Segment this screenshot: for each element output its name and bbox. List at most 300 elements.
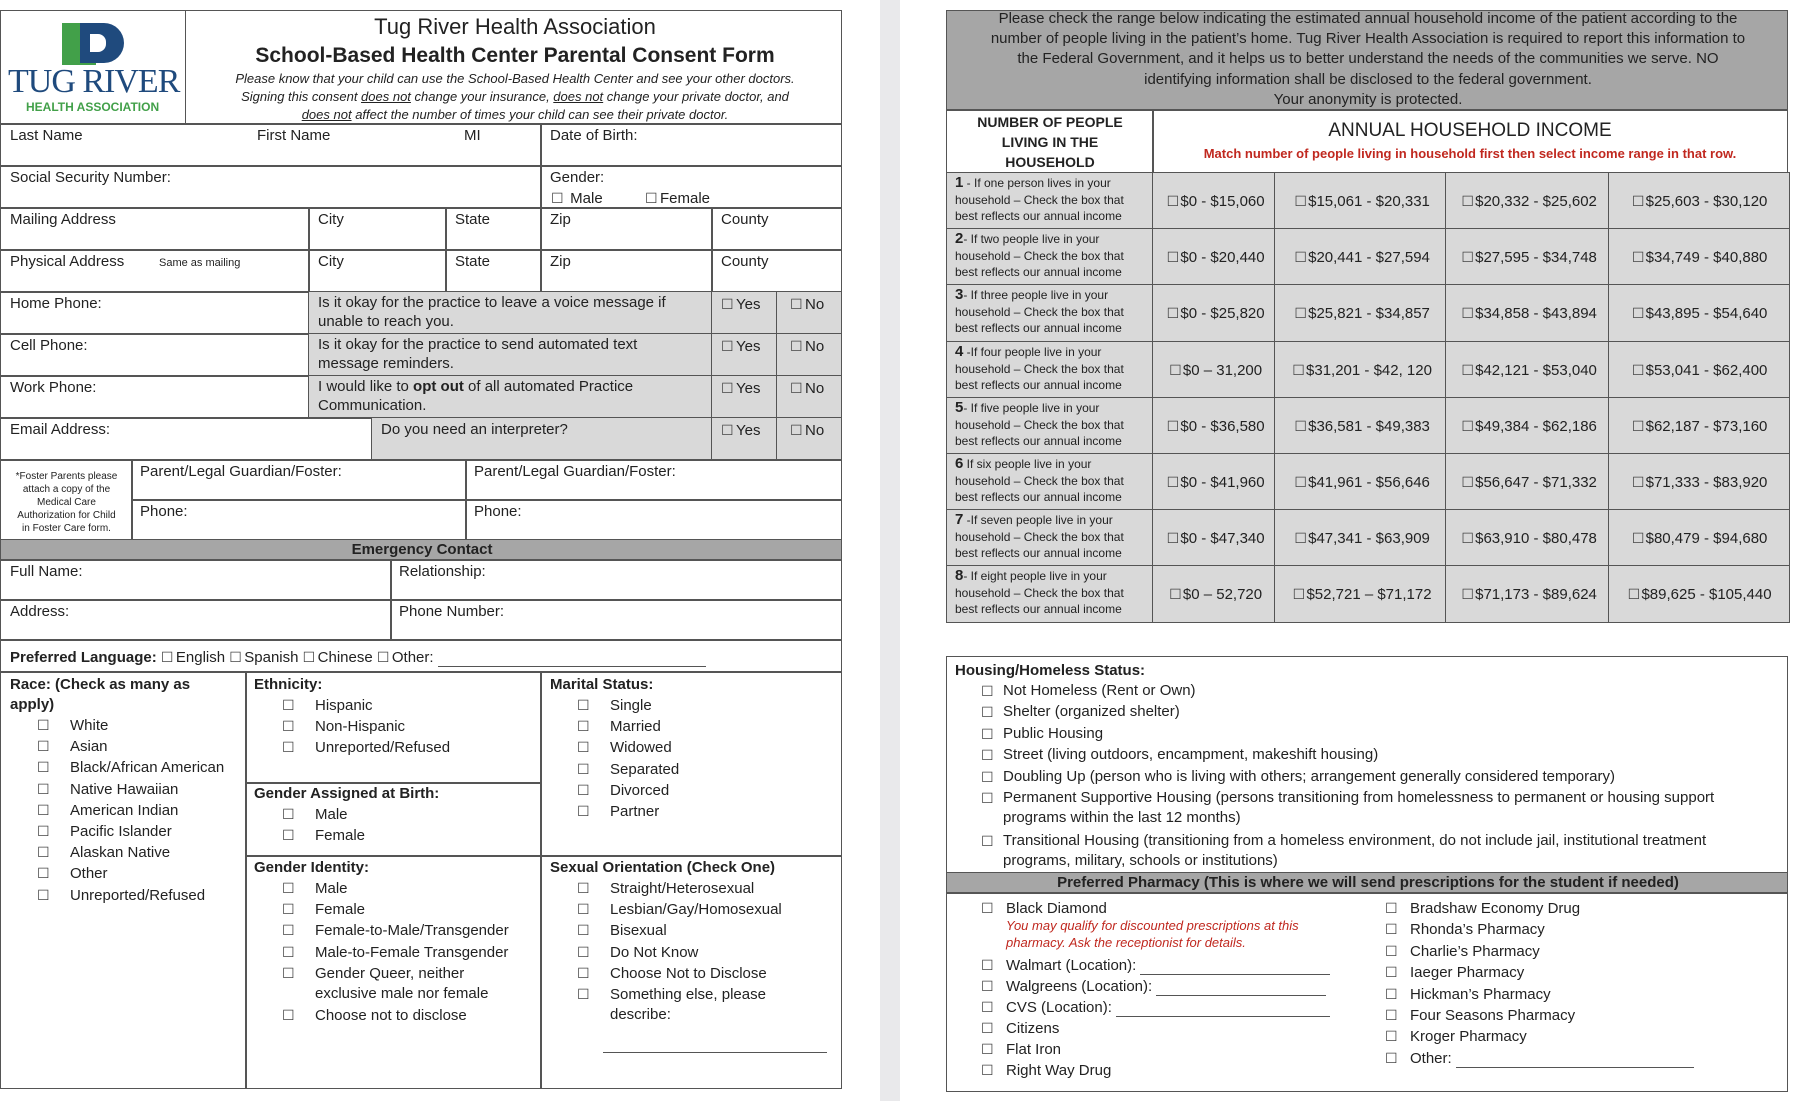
dob-field[interactable] <box>540 123 842 167</box>
ethnicity-checkbox[interactable] <box>282 738 297 757</box>
income-range-label: $0 - $47,340 <box>1180 530 1265 548</box>
opt-out-line-1: I would like to opt out of all automated Practice <box>318 378 634 395</box>
income-range-cell <box>1445 453 1612 511</box>
opt-out-no-checkbox[interactable] <box>790 379 805 398</box>
voicemail-question-line-1: Is it okay for the practice to leave a voice message if <box>318 294 666 311</box>
income-range-option <box>1446 248 1611 267</box>
income-range-label: $0 – 52,720 <box>1182 586 1263 604</box>
gender-female-checkbox[interactable] <box>645 189 660 208</box>
race-label: White <box>70 717 109 734</box>
income-range-checkbox[interactable] <box>1460 304 1475 323</box>
lang-english-checkbox[interactable] <box>161 648 176 667</box>
text-yes <box>711 333 778 377</box>
mi-label: MI <box>464 127 481 144</box>
income-range-label: $71,333 - $83,920 <box>1645 474 1768 491</box>
gender-male-checkbox[interactable] <box>551 189 566 208</box>
income-range-checkbox[interactable] <box>1165 473 1180 492</box>
discount-note: You may qualify for discounted prescriptions at this <box>1006 918 1299 933</box>
household-desc-text: - If one person lives in your <box>963 176 1111 190</box>
voicemail-yes-checkbox[interactable] <box>721 295 736 314</box>
income-range-checkbox[interactable] <box>1293 473 1308 492</box>
income-range-checkbox[interactable] <box>1293 192 1308 211</box>
opt-out-line-2: Communication. <box>318 397 427 414</box>
org-title: Tug River Health Association <box>374 14 656 39</box>
income-range-cell <box>1274 284 1449 342</box>
income-range-checkbox[interactable] <box>1460 585 1475 604</box>
income-range-cell <box>1445 228 1612 286</box>
household-desc-line: household – Check the box that <box>955 193 1124 207</box>
pharmacy-location-input[interactable] <box>1156 995 1326 996</box>
pharmacy-checkbox[interactable] <box>981 1019 996 1038</box>
income-range-checkbox[interactable] <box>1626 585 1641 604</box>
income-range-option <box>1153 192 1277 211</box>
home-phone-field[interactable] <box>0 291 310 335</box>
race-checkbox[interactable] <box>37 886 52 905</box>
sexual-orientation-item <box>577 921 667 940</box>
race-label: Other <box>70 865 108 883</box>
page-gutter <box>880 0 900 1101</box>
logo <box>0 10 186 125</box>
income-range-cell <box>1274 397 1449 455</box>
pharmacy-checkbox[interactable] <box>1385 1006 1400 1025</box>
income-range-option <box>1153 473 1277 492</box>
pharmacy-checkbox[interactable] <box>981 956 996 975</box>
marital-label: Divorced <box>610 781 670 799</box>
guardian-label: Parent/Legal Guardian/Foster: <box>474 463 676 480</box>
income-column-header <box>1152 109 1788 174</box>
interpreter-yes-checkbox[interactable] <box>721 421 736 440</box>
housing-checkbox[interactable] <box>981 789 996 808</box>
income-range-cell <box>1608 565 1790 623</box>
pharmacy-checkbox[interactable] <box>1385 942 1400 961</box>
household-size-5 <box>946 397 1154 455</box>
phone-number-label: Phone Number: <box>399 603 505 620</box>
household-size-2 <box>946 228 1154 286</box>
gender-male-label: Male <box>570 190 603 207</box>
mailing-address-field[interactable] <box>0 207 310 251</box>
text-no <box>776 333 842 377</box>
intro-line-2: Signing this consent does not change your insurance, does not change your private doctor, and <box>241 89 789 104</box>
housing-label: Permanent Supportive Housing (persons transitioning from homelessness to permanent or housing support <box>1003 789 1715 806</box>
race-checkbox[interactable] <box>37 843 52 862</box>
mailing-zip-field[interactable] <box>540 207 713 251</box>
pharmacy-checkbox[interactable] <box>1385 985 1400 1004</box>
emergency-relationship-field[interactable] <box>390 559 842 601</box>
marital-label: Separated <box>610 760 680 778</box>
income-range-checkbox[interactable] <box>1631 304 1646 323</box>
household-desc-text: -If seven people live in your <box>963 513 1113 528</box>
gender-identity-item <box>282 943 508 962</box>
income-range-label: $71,173 - $89,624 <box>1475 586 1597 604</box>
yes-label: Yes <box>736 380 761 397</box>
sexual-orientation-item <box>577 879 754 898</box>
lang-spanish-checkbox[interactable] <box>229 648 244 667</box>
pharmacy-item <box>981 1061 1111 1080</box>
income-range-checkbox[interactable] <box>1165 248 1180 267</box>
sexual-orientation-item <box>577 900 782 919</box>
emergency-full-name-field[interactable] <box>0 559 392 601</box>
income-range-label: $20,332 - $25,602 <box>1475 193 1597 210</box>
income-range-checkbox[interactable] <box>1631 192 1646 211</box>
income-range-option <box>1609 192 1789 211</box>
pharmacy-location-input[interactable] <box>1116 1016 1330 1017</box>
marital-checkbox[interactable] <box>577 717 592 736</box>
income-range-cell <box>1274 565 1449 623</box>
income-range-cell <box>1608 228 1790 286</box>
pharmacy-item <box>1385 1027 1527 1046</box>
email-label: Email Address: <box>10 421 111 438</box>
race-item <box>37 843 170 862</box>
yes-label: Yes <box>736 422 761 439</box>
income-range-checkbox[interactable] <box>1460 529 1475 548</box>
income-range-option <box>1153 529 1277 548</box>
gender-label: Gender: <box>550 169 605 186</box>
income-range-cell <box>1274 341 1449 399</box>
opt-out-yes <box>711 375 778 419</box>
income-range-option <box>1275 304 1448 323</box>
pharmacy-checkbox[interactable] <box>981 1061 996 1080</box>
marital-item <box>577 781 669 800</box>
housing-label: programs, military, schools or institutions) <box>1003 851 1278 869</box>
income-range-label: $41,961 - $56,646 <box>1308 474 1430 491</box>
housing-checkbox[interactable] <box>981 832 996 851</box>
income-range-label: $25,821 - $34,857 <box>1308 305 1430 323</box>
gender-at-birth-label: Female <box>315 827 366 845</box>
ethnicity-item <box>282 717 405 736</box>
pharmacy-checkbox[interactable] <box>981 977 996 996</box>
guardian-1-name-field[interactable] <box>131 459 467 501</box>
income-range-option <box>1609 529 1789 548</box>
income-range-cell <box>1152 341 1278 399</box>
income-range-checkbox[interactable] <box>1168 585 1183 604</box>
marital-item <box>577 696 652 715</box>
email-field[interactable] <box>0 417 373 461</box>
income-intro <box>946 10 1788 111</box>
housing-checkbox[interactable] <box>981 746 996 765</box>
household-desc-line <box>955 400 1099 416</box>
race-checkbox[interactable] <box>37 758 52 777</box>
pharmacy-label: Charlie’s Pharmacy <box>1410 942 1540 960</box>
form-title: School-Based Health Center Parental Consent Form <box>255 44 775 67</box>
income-range-checkbox[interactable] <box>1291 585 1306 604</box>
sexual-orientation-checkbox[interactable] <box>577 943 592 962</box>
household-number: 2 <box>955 230 964 248</box>
pharmacy-label: Iaeger Pharmacy <box>1410 964 1525 982</box>
income-range-option <box>1275 473 1448 492</box>
physical-zip-field[interactable] <box>540 249 713 293</box>
pharmacy-checkbox[interactable] <box>981 899 996 918</box>
opt-out-yes-checkbox[interactable] <box>721 379 736 398</box>
race-title: Race: (Check as many as <box>10 676 191 693</box>
income-range-checkbox[interactable] <box>1631 248 1646 267</box>
gender-identity-item <box>282 985 488 1003</box>
pharmacy-item <box>981 899 1107 918</box>
pharmacy-label: Kroger Pharmacy <box>1410 1028 1527 1046</box>
pharmacy-checkbox[interactable] <box>981 998 996 1017</box>
gender-at-birth-item <box>282 826 365 845</box>
income-range-option <box>1609 417 1789 436</box>
sexual-orientation-label: Choose Not to Disclose <box>610 964 767 982</box>
income-range-checkbox[interactable] <box>1291 361 1306 380</box>
pharmacy-label: Black Diamond <box>1006 900 1107 917</box>
same-as-mailing-label: Same as mailing <box>159 257 241 269</box>
income-range-label: $0 - $15,060 <box>1180 193 1265 210</box>
pharmacy-label: Four Seasons Pharmacy <box>1410 1007 1576 1024</box>
ethnicity-checkbox[interactable] <box>282 717 297 736</box>
income-range-checkbox[interactable] <box>1293 304 1308 323</box>
voicemail-yes <box>711 291 778 335</box>
gender-identity-checkbox[interactable] <box>282 943 297 962</box>
cell-phone-field[interactable] <box>0 333 310 377</box>
race-checkbox[interactable] <box>37 864 52 883</box>
guardian-1-phone-field[interactable] <box>131 499 467 541</box>
income-range-checkbox[interactable] <box>1460 417 1475 436</box>
income-range-label: $89,625 - $105,440 <box>1641 586 1772 604</box>
income-range-checkbox[interactable] <box>1631 473 1646 492</box>
pharmacy-label: Bradshaw Economy Drug <box>1410 900 1581 917</box>
gender-identity-checkbox[interactable] <box>282 921 297 940</box>
income-range-checkbox[interactable] <box>1165 529 1180 548</box>
gender-identity-label: Female-to-Male/Transgender <box>315 922 509 940</box>
no-label: No <box>805 296 825 313</box>
marital-title: Marital Status: <box>550 676 654 693</box>
income-range-option <box>1153 417 1277 436</box>
pharmacy-item <box>981 956 1330 975</box>
marital-checkbox[interactable] <box>577 696 592 715</box>
pharmacy-checkbox[interactable] <box>1385 899 1400 918</box>
marital-checkbox[interactable] <box>577 760 592 779</box>
income-range-cell <box>1152 172 1278 230</box>
race-label: Alaskan Native <box>70 844 171 862</box>
sexual-orientation-checkbox[interactable] <box>577 964 592 983</box>
mailing-city-field[interactable] <box>308 207 447 251</box>
household-number: 6 <box>955 455 964 472</box>
income-range-checkbox[interactable] <box>1631 361 1646 380</box>
pharmacy-checkbox[interactable] <box>1385 963 1400 982</box>
housing-title: Housing/Homeless Status: <box>955 662 1146 679</box>
household-desc-line <box>955 512 1113 528</box>
race-checkbox[interactable] <box>37 780 52 799</box>
voicemail-question <box>308 291 713 335</box>
yes-label: Yes <box>736 338 761 355</box>
guardian-2-name-field[interactable] <box>465 459 842 501</box>
gender-at-birth-checkbox[interactable] <box>282 805 297 824</box>
income-range-option <box>1153 304 1277 323</box>
pharmacy-checkbox[interactable] <box>1385 920 1400 939</box>
race-checkbox[interactable] <box>37 822 52 841</box>
text-reminder-question <box>308 333 713 377</box>
income-range-checkbox[interactable] <box>1165 192 1180 211</box>
mailing-address-label: Mailing Address <box>10 211 116 228</box>
household-desc-line: household – Check the box that <box>955 305 1124 320</box>
ethnicity-checkbox[interactable] <box>282 696 297 715</box>
gender-identity-checkbox[interactable] <box>282 964 297 983</box>
mailing-county-field[interactable] <box>711 207 842 251</box>
marital-checkbox[interactable] <box>577 802 592 821</box>
household-number: 4 <box>955 342 964 360</box>
race-label: Black/African American <box>70 759 225 777</box>
income-range-option <box>1609 361 1789 380</box>
household-number: 1 <box>955 174 964 191</box>
gender-identity-checkbox[interactable] <box>282 1006 297 1025</box>
income-range-label: $56,647 - $71,332 <box>1475 474 1597 491</box>
guardian-2-phone-field[interactable] <box>465 499 842 541</box>
income-range-option <box>1275 192 1448 211</box>
interpreter-no-checkbox[interactable] <box>790 421 805 440</box>
pharmacy-checkbox[interactable] <box>981 1040 996 1059</box>
income-range-label: $52,721 – $71,172 <box>1306 586 1432 604</box>
household-number: 5 <box>955 398 964 416</box>
physical-county-field[interactable] <box>711 249 842 293</box>
so-describe-input[interactable] <box>603 1052 827 1053</box>
income-range-checkbox[interactable] <box>1165 417 1180 436</box>
income-range-option <box>1446 361 1611 380</box>
housing-checkbox[interactable] <box>981 703 996 722</box>
household-desc-line: household – Check the box that <box>955 249 1124 264</box>
income-range-label: $0 - $20,440 <box>1180 249 1265 267</box>
household-desc-text: - If eight people live in your <box>963 569 1107 584</box>
pharmacy-other-input[interactable] <box>1456 1067 1694 1068</box>
lang-other-checkbox[interactable] <box>377 648 392 667</box>
gender-identity-label: Female <box>315 901 366 919</box>
city-label: City <box>318 253 344 270</box>
race-item <box>37 758 224 777</box>
sexual-orientation-checkbox[interactable] <box>577 985 592 1004</box>
mailing-state-field[interactable] <box>445 207 542 251</box>
work-phone-field[interactable] <box>0 375 310 419</box>
household-desc-line <box>955 344 1101 360</box>
voicemail-question-line-2: unable to reach you. <box>318 313 454 330</box>
pharmacy-item <box>1385 985 1551 1004</box>
sexual-orientation-checkbox[interactable] <box>577 900 592 919</box>
income-range-checkbox[interactable] <box>1293 417 1308 436</box>
text-yes-checkbox[interactable] <box>721 337 736 356</box>
dob-label: Date of Birth: <box>550 127 638 144</box>
income-range-option <box>1609 473 1789 492</box>
sexual-orientation-checkbox[interactable] <box>577 921 592 940</box>
housing-label: Not Homeless (Rent or Own) <box>1003 682 1196 699</box>
zip-label: Zip <box>550 211 571 228</box>
form-header <box>0 10 842 125</box>
income-range-checkbox[interactable] <box>1460 192 1475 211</box>
pharmacy-checkbox[interactable] <box>1385 1049 1400 1068</box>
ssn-field[interactable] <box>0 165 542 209</box>
housing-checkbox[interactable] <box>981 725 996 744</box>
income-range-option <box>1275 361 1448 380</box>
income-intro-line: identifying information shall be disclosed to the federal government. <box>1144 70 1592 88</box>
physical-address-field[interactable] <box>0 249 310 293</box>
pharmacy-checkbox[interactable] <box>1385 1027 1400 1046</box>
income-range-label: $62,187 - $73,160 <box>1645 417 1768 435</box>
income-range-cell <box>1445 397 1612 455</box>
race-checkbox[interactable] <box>37 801 52 820</box>
voicemail-no-checkbox[interactable] <box>790 295 805 314</box>
text-no-checkbox[interactable] <box>790 337 805 356</box>
gender-at-birth-checkbox[interactable] <box>282 826 297 845</box>
sexual-orientation-label: describe: <box>610 1006 671 1024</box>
marital-checkbox[interactable] <box>577 738 592 757</box>
gender-identity-checkbox[interactable] <box>282 900 297 919</box>
household-desc-line: best reflects our annual income <box>955 209 1122 223</box>
housing-checkbox[interactable] <box>981 682 996 701</box>
income-range-checkbox[interactable] <box>1631 529 1646 548</box>
income-range-checkbox[interactable] <box>1460 361 1475 380</box>
household-desc-line: household – Check the box that <box>955 417 1124 432</box>
income-range-cell <box>1445 509 1612 567</box>
pharmacy-location-input[interactable] <box>1140 974 1330 975</box>
income-range-cell <box>1608 453 1790 511</box>
ethnicity-label: Unreported/Refused <box>315 739 451 757</box>
income-range-cell <box>1274 228 1449 286</box>
income-range-option <box>1609 304 1789 323</box>
income-range-checkbox[interactable] <box>1631 417 1646 436</box>
pharmacy-item <box>1385 1006 1575 1025</box>
physical-city-field[interactable] <box>308 249 447 293</box>
lang-other-input[interactable] <box>438 666 706 667</box>
emergency-address-field[interactable] <box>0 599 392 641</box>
guardian-label: Parent/Legal Guardian/Foster: <box>140 463 342 480</box>
emergency-phone-field[interactable] <box>390 599 842 641</box>
income-range-checkbox[interactable] <box>1165 304 1180 323</box>
income-range-checkbox[interactable] <box>1460 248 1475 267</box>
gender-at-birth-section <box>245 782 542 857</box>
county-label: County <box>721 253 769 270</box>
race-label: American Indian <box>70 801 179 819</box>
race-checkbox[interactable] <box>37 737 52 756</box>
last-name-label: Last Name <box>10 127 83 144</box>
income-range-checkbox[interactable] <box>1168 361 1183 380</box>
pharmacy-item <box>981 1019 1059 1038</box>
address-label: Address: <box>10 603 70 620</box>
marital-label: Widowed <box>610 739 672 757</box>
pharmacy-item <box>1385 963 1524 982</box>
ethnicity-item <box>282 738 450 757</box>
income-range-cell <box>1152 284 1278 342</box>
income-range-cell <box>1274 509 1449 567</box>
housing-label: Transitional Housing (transitioning from a homeless environment, do not include jail, institutional treatment <box>1003 831 1707 849</box>
race-checkbox[interactable] <box>37 716 52 735</box>
household-desc-text: - If three people live in your <box>963 288 1109 303</box>
income-range-cell <box>1274 172 1449 230</box>
sexual-orientation-section <box>540 855 842 1089</box>
income-range-option <box>1446 529 1611 548</box>
income-range-checkbox[interactable] <box>1460 473 1475 492</box>
marital-label: Married <box>610 718 661 736</box>
income-header-title: ANNUAL HOUSEHOLD INCOME <box>1328 120 1612 141</box>
income-range-label: $49,384 - $62,186 <box>1475 417 1597 435</box>
lang-chinese-checkbox[interactable] <box>303 648 318 667</box>
marital-label: Single <box>610 697 652 714</box>
income-range-cell <box>1608 341 1790 399</box>
income-range-checkbox[interactable] <box>1293 248 1308 267</box>
pharmacy-label: Hickman’s Pharmacy <box>1410 985 1551 1003</box>
income-range-checkbox[interactable] <box>1293 529 1308 548</box>
gender-identity-item <box>282 1006 467 1025</box>
income-range-cell <box>1445 341 1612 399</box>
name-field[interactable] <box>0 123 542 167</box>
marital-checkbox[interactable] <box>577 781 592 800</box>
household-desc-text: - If five people live in your <box>963 400 1100 415</box>
gid-title: Gender Identity: <box>254 859 370 876</box>
gender-identity-checkbox[interactable] <box>282 879 297 898</box>
physical-state-field[interactable] <box>445 249 542 293</box>
race-label: Unreported/Refused <box>70 886 206 904</box>
income-housing-page <box>946 10 1788 1092</box>
income-range-label: $63,910 - $80,478 <box>1475 530 1597 548</box>
housing-checkbox[interactable] <box>981 768 996 787</box>
income-range-cell <box>1152 509 1278 567</box>
sexual-orientation-checkbox[interactable] <box>577 879 592 898</box>
